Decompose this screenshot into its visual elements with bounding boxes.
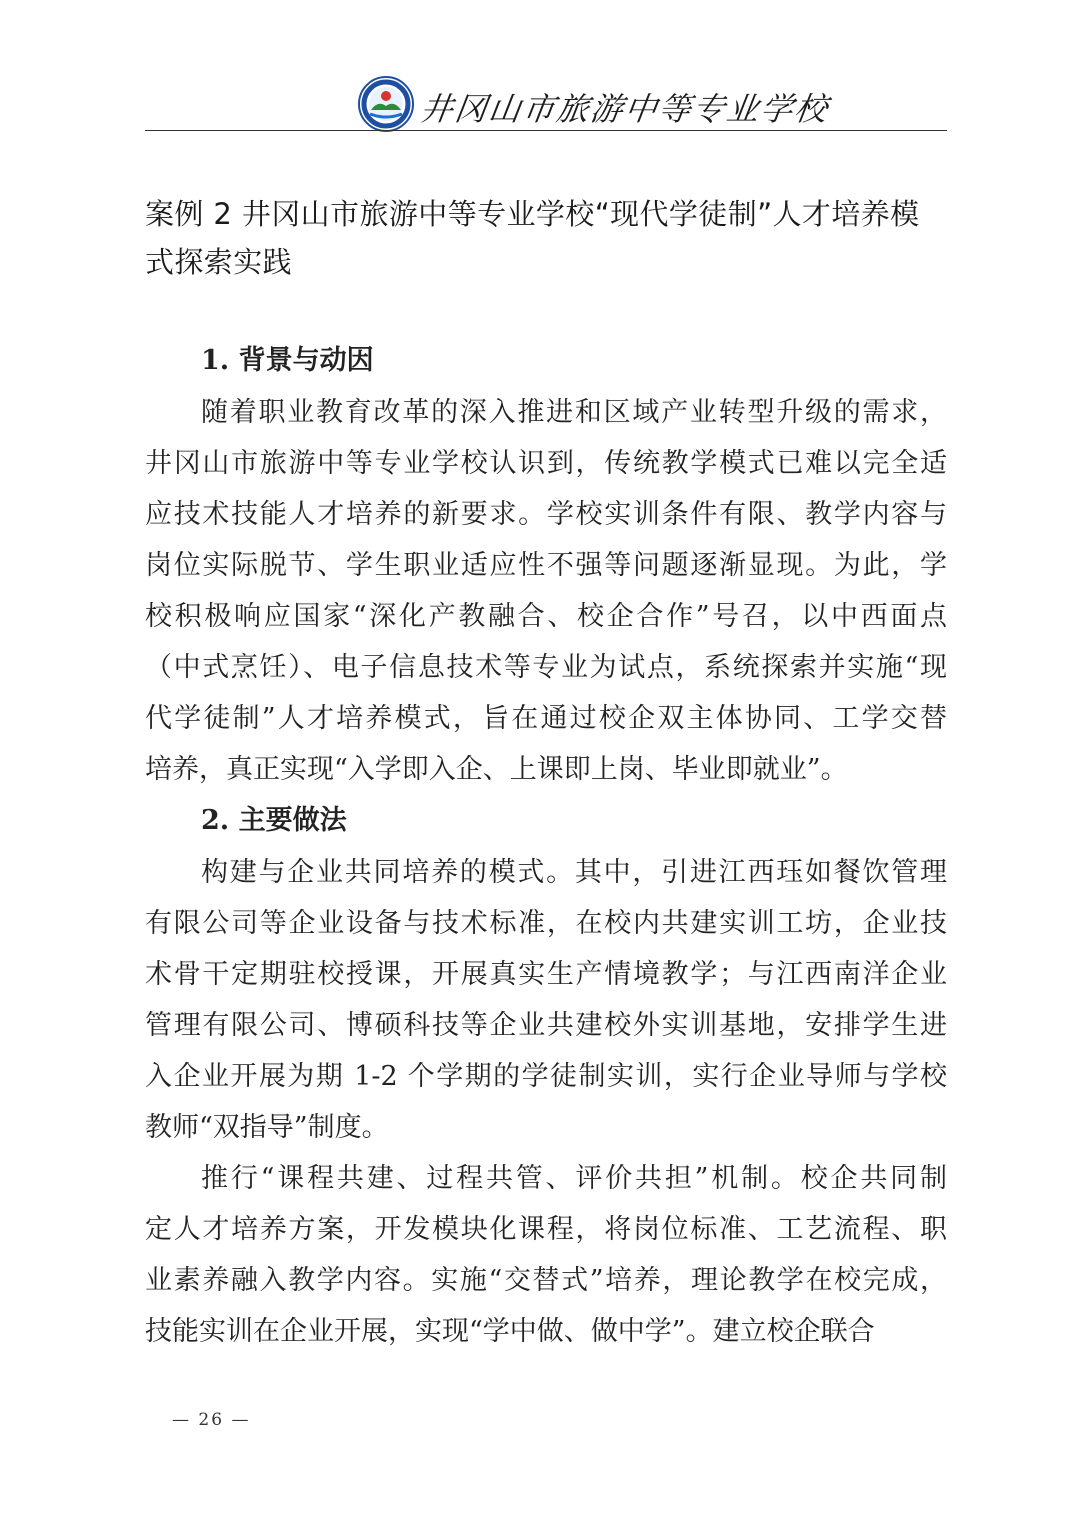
title-line-2: 式探索实践 [145, 245, 293, 279]
text-line: 术骨干定期驻校授课，开展真实生产情境教学；与江西南洋企业 [145, 959, 947, 990]
text-line: 教师“双指导”制度。 [145, 1112, 389, 1143]
text-line: （中式烹饪）、电子信息技术等专业为试点，系统探索并实施“现 [145, 652, 947, 683]
text-line: 代学徒制”人才培养模式，旨在通过校企双主体协同、工学交替 [145, 703, 947, 734]
title-line-1: 案例 2 井冈山市旅游中等专业学校“现代学徒制”人才培养模 [145, 197, 920, 231]
paragraph-joint-training [145, 847, 947, 1153]
text-line: 业素养融入教学内容。实施“交替式”培养，理论教学在校完成， [145, 1265, 947, 1296]
text-line: 管理有限公司、博硕科技等企业共建校外实训基地，安排学生进 [145, 1010, 947, 1041]
text-line: 技能实训在企业开展，实现“学中做、做中学”。建立校企联合 [145, 1316, 875, 1347]
section-heading-methods: 2. 主要做法 [201, 805, 347, 836]
section-heading-background: 1. 背景与动因 [201, 345, 374, 376]
paragraph-mechanism [145, 1153, 947, 1357]
text-line: 入企业开展为期 1-2 个学期的学徒制实训，实行企业导师与学校 [145, 1061, 947, 1092]
text-line: 随着职业教育改革的深入推进和区域产业转型升级的需求， [201, 397, 947, 428]
text-line: 构建与企业共同培养的模式。其中，引进江西珏如餐饮管理 [201, 857, 947, 888]
page-number: — 26 — [172, 1410, 251, 1430]
text-line: 井冈山市旅游中等专业学校认识到，传统教学模式已难以完全适 [145, 448, 947, 479]
page-header [145, 74, 947, 132]
text-line: 推行“课程共建、过程共管、评价共担”机制。校企共同制 [201, 1163, 947, 1194]
text-line: 岗位实际脱节、学生职业适应性不强等问题逐渐显现。为此，学 [145, 550, 947, 581]
text-line: 培养，真正实现“入学即入企、上课即上岗、毕业即就业”。 [145, 754, 848, 785]
text-line: 定人才培养方案，开发模块化课程，将岗位标准、工艺流程、职 [145, 1214, 947, 1245]
school-name: 井冈山市旅游中等专业学校 [418, 90, 832, 128]
school-emblem-icon [358, 76, 414, 132]
paragraph-background [145, 387, 947, 795]
text-line: 有限公司等企业设备与技术标准，在校内共建实训工坊，企业技 [145, 908, 947, 939]
text-line: 应技术技能人才培养的新要求。学校实训条件有限、教学内容与 [145, 499, 947, 530]
document-body [145, 335, 947, 1357]
header-divider [145, 130, 947, 131]
page-title [145, 190, 947, 286]
text-line: 校积极响应国家“深化产教融合、校企合作”号召，以中西面点 [145, 601, 947, 632]
